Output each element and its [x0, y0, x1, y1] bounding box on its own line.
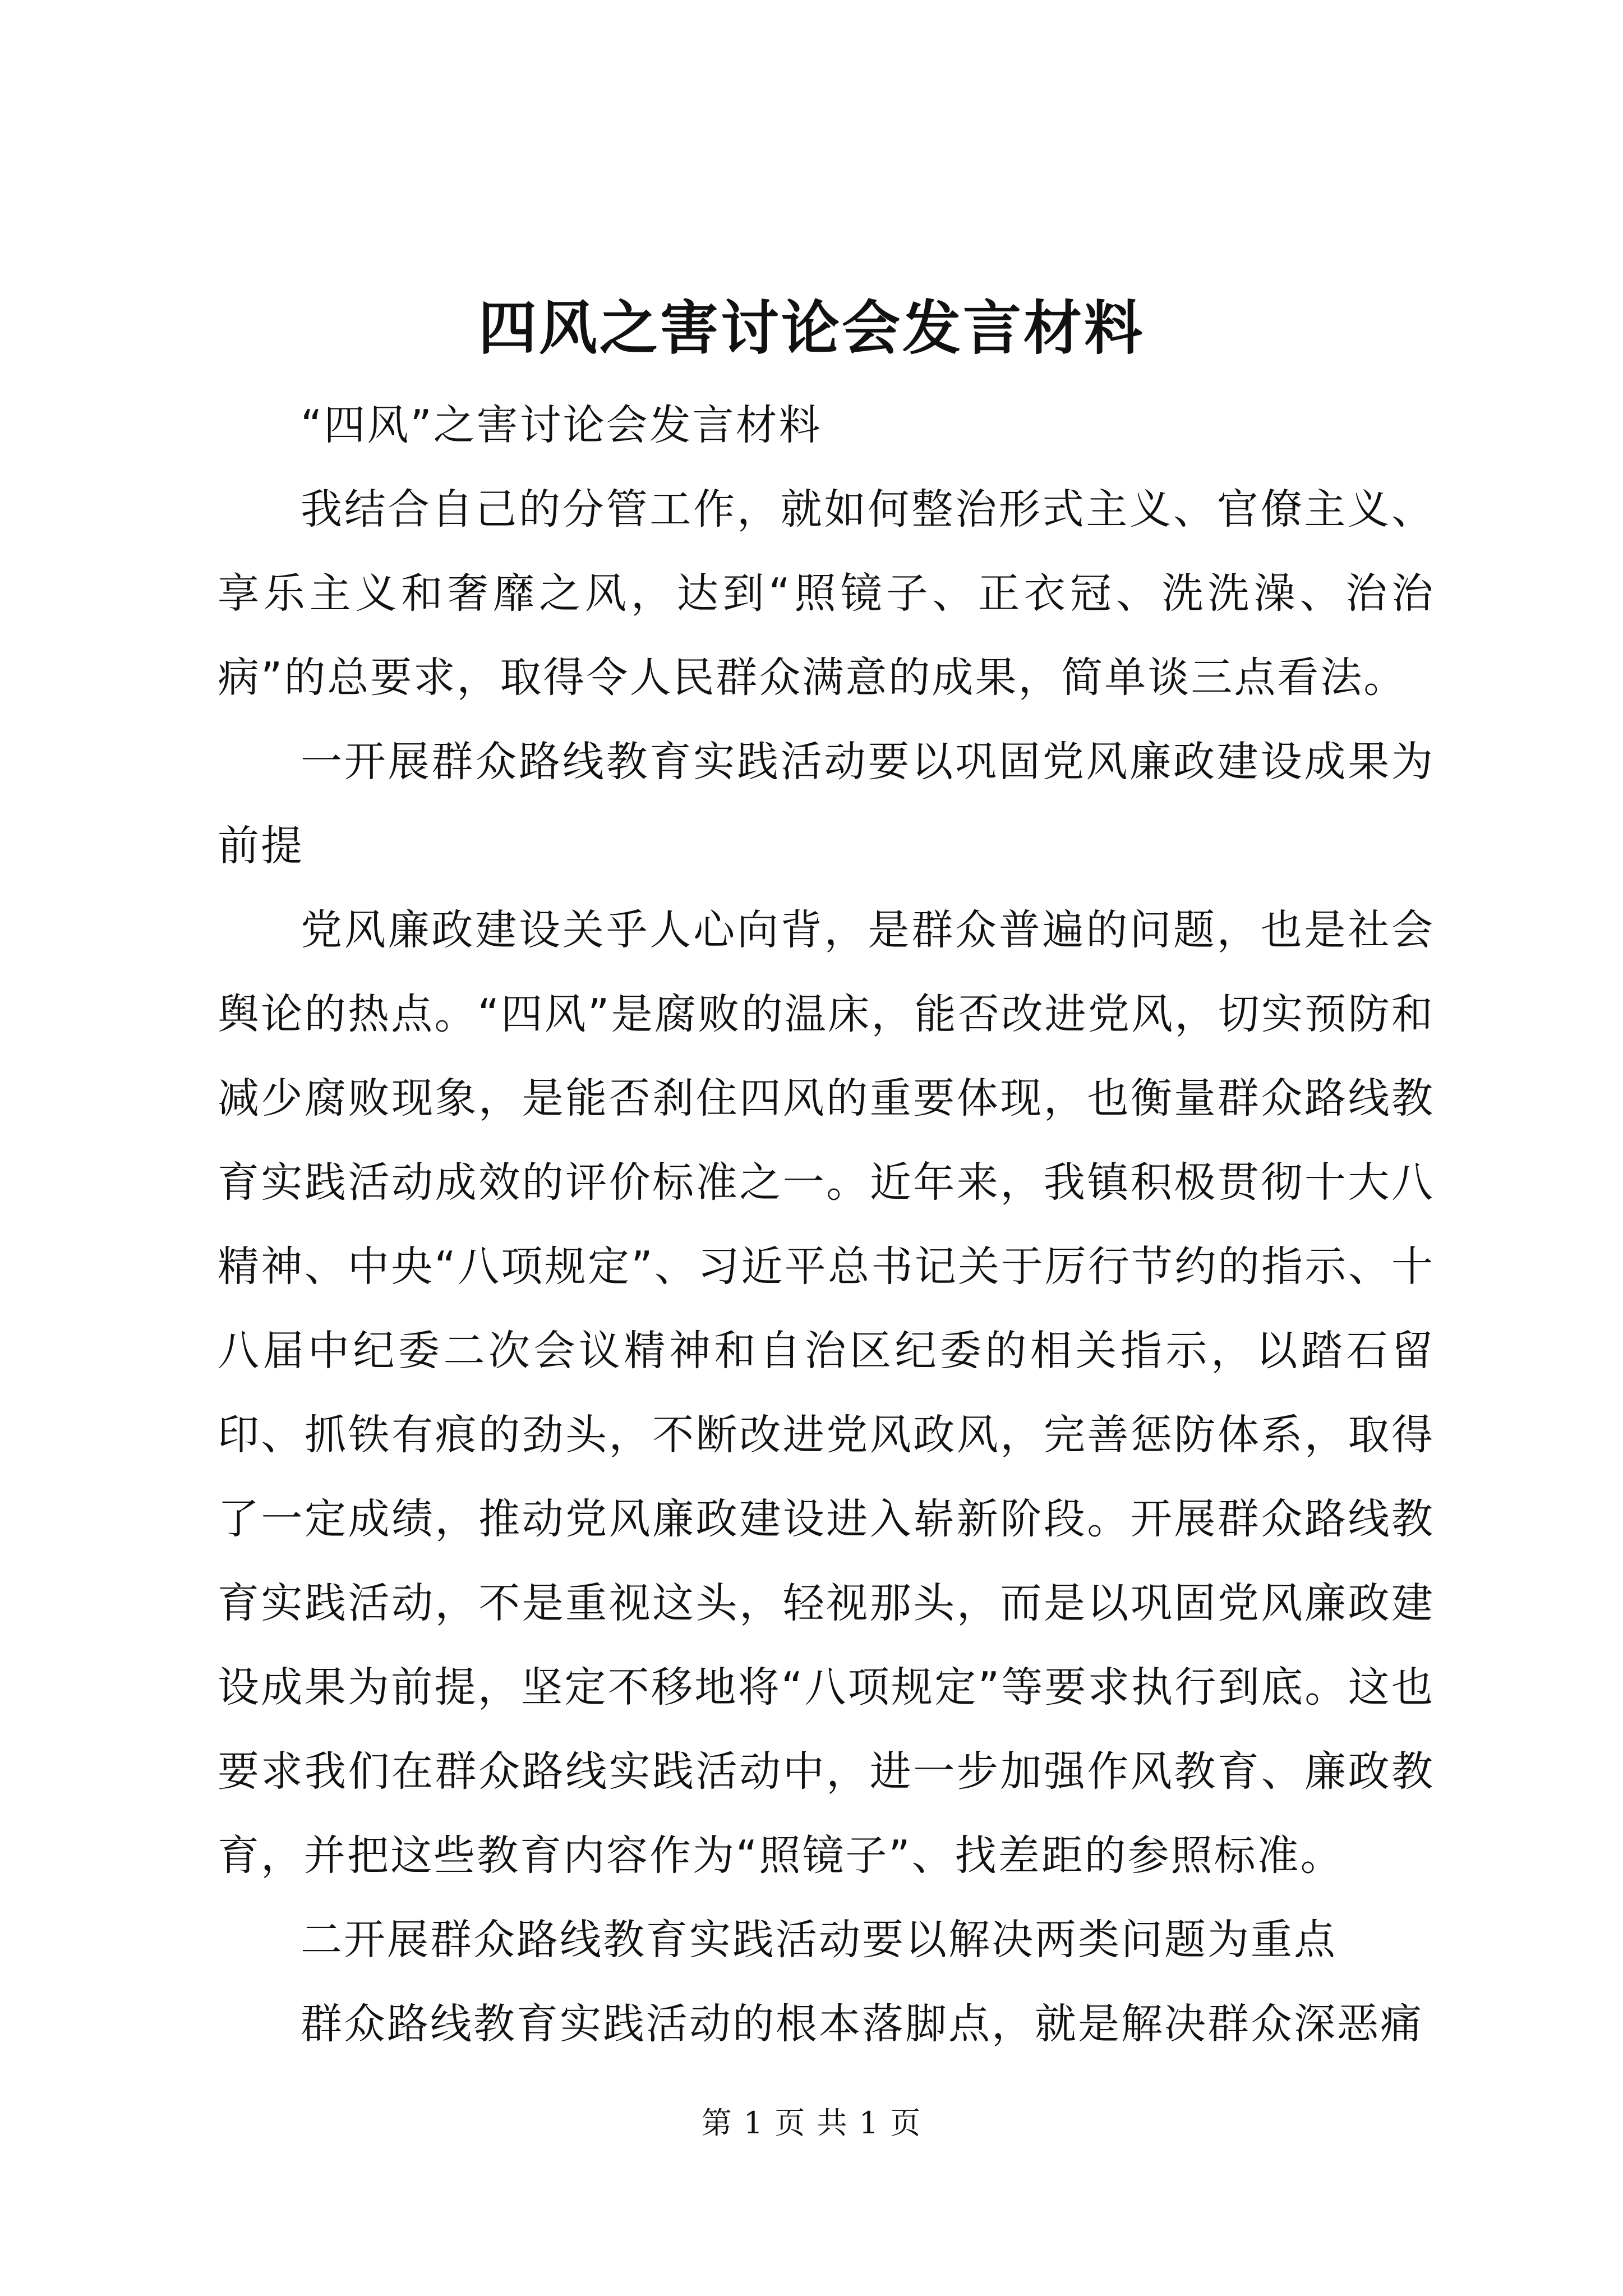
- paragraph-intro: 我结合自己的分管工作，就如何整治形式主义、官僚主义、享乐主义和奢靡之风，达到“照镜子、正衣冠、洗洗澡、治治病”的总要求，取得令人民群众满意的成果，简单谈三点看法。: [218, 485, 1435, 702]
- paragraph-heading-one: 一开展群众路线教育实践活动要以巩固党风廉政建设成果为前提: [218, 738, 1435, 870]
- document-title: 四风之害讨论会发言材料: [478, 293, 1145, 362]
- paragraph-subtitle: “四风”之害讨论会发言材料: [301, 401, 822, 449]
- document-body: [218, 383, 1435, 2066]
- paragraph-section-one-body: 党风廉政建设关乎人心向背，是群众普遍的问题，也是社会舆论的热点。“四风”是腐败的温床，能否改进党风，切实预防和减少腐败现象，是能否刹住四风的重要体现，也衡量群众路线教育实践活动成效的评价标准之一。近年来，我镇积极贯彻十大八精神、中央“八项规定”、习近平总书记关于厉行节约的指示、十八届中纪委二次会议精神和自治区纪委的相关指示，以踏石留印、抓铁有痕的劲头，不断改进党风政风，完善惩防体系，取得了一定成绩，推动党风廉政建设进入崭新阶段。开展群众路线教育实践活动，不是重视这头，轻视那头，而是以巩固党风廉政建设成果为前提，坚定不移地将“八项规定”等要求执行到底。这也要求我们在群众路线实践活动中，进一步加强作风教育、廉政教育，并把这些教育内容作为“照镜子”、找差距的参照标准。: [218, 906, 1435, 1880]
- paragraph-section-two-body: 群众路线教育实践活动的根本落脚点，就是解决群众深恶痛: [301, 2000, 1423, 2048]
- paragraph-heading-two: 二开展群众路线教育实践活动要以解决两类问题为重点: [301, 1916, 1337, 1964]
- page-footer: 第 1 页 共 1 页: [701, 2105, 922, 2141]
